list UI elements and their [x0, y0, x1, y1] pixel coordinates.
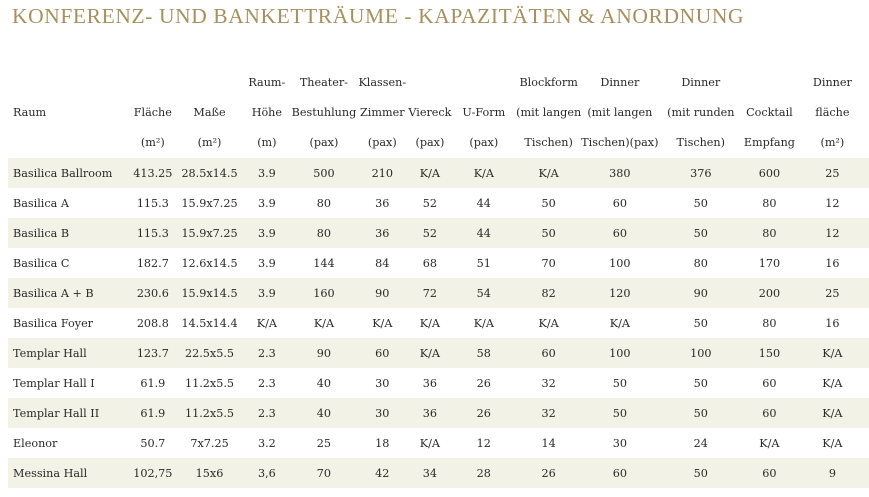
table-cell: 80 [743, 218, 796, 248]
table-row [8, 248, 869, 278]
column-header-line: U-Form [462, 106, 506, 119]
column-header [356, 68, 408, 158]
table-cell: K/A [242, 308, 292, 338]
table-cell: 15x6 [177, 458, 242, 488]
table-cell: 16 [796, 308, 869, 338]
column-header-line: Cocktail [746, 106, 793, 119]
table-cell: 52 [408, 218, 451, 248]
table-cell: 16 [796, 248, 869, 278]
table-cell: 60 [743, 398, 796, 428]
column-header [292, 68, 357, 158]
column-header-line: (m) [257, 136, 277, 149]
column-header-line: Zimmer [360, 106, 405, 119]
table-cell: K/A [796, 398, 869, 428]
column-header-line [177, 68, 242, 98]
column-header-line: (mit langen [587, 106, 653, 119]
column-header-line: Tischen) [676, 136, 725, 149]
table-cell: 32 [516, 398, 581, 428]
column-header-line: (mit langen [516, 106, 582, 119]
table-cell: 12 [796, 218, 869, 248]
table-cell: 90 [659, 278, 744, 308]
room-name-cell: Basilica Foyer [8, 308, 129, 338]
column-header-line: Klassen- [358, 76, 407, 89]
column-header-line: (m²) [140, 136, 165, 149]
table-cell: 60 [743, 368, 796, 398]
table-cell: 40 [292, 398, 357, 428]
table-cell: 170 [743, 248, 796, 278]
table-cell: 9 [796, 458, 869, 488]
column-header-line: Höhe [251, 106, 283, 119]
column-header-line: Tischen) [524, 136, 573, 149]
table-cell: 18 [356, 428, 408, 458]
column-header-line: Viereck [408, 106, 452, 119]
table-cell: 3.9 [242, 278, 292, 308]
table-cell: 50 [659, 398, 744, 428]
table-cell: 44 [451, 188, 516, 218]
column-header [242, 68, 292, 158]
column-header [796, 68, 869, 158]
column-header-line: (pax) [415, 136, 445, 149]
column-header [408, 68, 451, 158]
table-cell: 50 [659, 458, 744, 488]
table-cell: 2.3 [242, 338, 292, 368]
column-header-line: Fläche [133, 106, 172, 119]
table-cell: K/A [408, 158, 451, 188]
table-cell: 102,75 [129, 458, 177, 488]
table-cell: 100 [581, 248, 658, 278]
table-cell: 120 [581, 278, 658, 308]
column-header-line [13, 68, 129, 98]
column-header [451, 68, 516, 158]
table-cell: 25 [796, 158, 869, 188]
table-cell: 413.25 [129, 158, 177, 188]
table-cell: 72 [408, 278, 451, 308]
table-cell: K/A [581, 308, 658, 338]
table-cell: 25 [292, 428, 357, 458]
table-cell: 50 [659, 218, 744, 248]
table-row [8, 428, 869, 458]
table-cell: 36 [356, 188, 408, 218]
column-header-line: Dinner [681, 76, 721, 89]
table-row [8, 338, 869, 368]
table-cell: 80 [659, 248, 744, 278]
table-cell: 15.9x7.25 [177, 188, 242, 218]
table-cell: 380 [581, 158, 658, 188]
column-header-line: Raum- [248, 76, 286, 89]
column-header [743, 68, 796, 158]
table-cell: 28 [451, 458, 516, 488]
table-cell: 34 [408, 458, 451, 488]
page-title: KONFERENZ- UND BANKETTRÄUME - KAPAZITÄTEN & ANORDNUNG [12, 4, 745, 28]
table-cell: 11.2x5.5 [177, 398, 242, 428]
column-header-line: Theater- [299, 76, 349, 89]
column-header-line: (pax) [469, 136, 499, 149]
table-cell: 44 [451, 218, 516, 248]
table-cell: 15.9x14.5 [177, 278, 242, 308]
table-cell: 100 [581, 338, 658, 368]
column-header-line: Dinner [600, 76, 640, 89]
table-row [8, 398, 869, 428]
column-header [129, 68, 177, 158]
table-cell: K/A [516, 158, 581, 188]
table-cell: K/A [743, 428, 796, 458]
table-cell: 144 [292, 248, 357, 278]
table-cell: 40 [292, 368, 357, 398]
table-cell: 50 [659, 188, 744, 218]
column-header-line [408, 68, 451, 98]
table-cell: 58 [451, 338, 516, 368]
column-header-line [13, 128, 129, 158]
table-cell: 28.5x14.5 [177, 158, 242, 188]
column-header-line: Bestuhlung [291, 106, 357, 119]
table-cell: 50 [516, 218, 581, 248]
column-header [581, 68, 658, 158]
room-name-cell: Templar Hall II [8, 398, 129, 428]
table-cell: K/A [408, 308, 451, 338]
table-cell: 123.7 [129, 338, 177, 368]
table-cell: 80 [292, 188, 357, 218]
room-name-cell: Templar Hall I [8, 368, 129, 398]
column-header [177, 68, 242, 158]
table-row [8, 188, 869, 218]
table-cell: 90 [292, 338, 357, 368]
table-cell: 60 [581, 218, 658, 248]
table-header [8, 68, 869, 158]
column-header-line [743, 68, 796, 98]
table-cell: 80 [292, 218, 357, 248]
table-cell: 3.2 [242, 428, 292, 458]
table-cell: 7x7.25 [177, 428, 242, 458]
table-cell: 80 [743, 308, 796, 338]
table-cell: 52 [408, 188, 451, 218]
room-name-cell: Basilica A [8, 188, 129, 218]
table-cell: 61.9 [129, 368, 177, 398]
table-cell: 500 [292, 158, 357, 188]
room-name-cell: Templar Hall [8, 338, 129, 368]
column-header-line: (pax) [309, 136, 339, 149]
table-cell: 54 [451, 278, 516, 308]
table-cell: 15.9x7.25 [177, 218, 242, 248]
table-cell: 60 [356, 338, 408, 368]
table-cell: 50 [581, 368, 658, 398]
table-body [8, 158, 869, 488]
table-cell: 60 [516, 338, 581, 368]
table-cell: 12 [451, 428, 516, 458]
table-cell: 84 [356, 248, 408, 278]
column-header-line: (pax) [367, 136, 397, 149]
table-cell: 26 [451, 398, 516, 428]
capacity-table [8, 68, 869, 488]
column-header [659, 68, 744, 158]
table-cell: 60 [581, 458, 658, 488]
table-cell: 82 [516, 278, 581, 308]
table-cell: K/A [408, 338, 451, 368]
table-row [8, 308, 869, 338]
table-cell: 42 [356, 458, 408, 488]
table-cell: 182.7 [129, 248, 177, 278]
column-header-line [451, 68, 516, 98]
table-row [8, 458, 869, 488]
column-header-line: Empfang [743, 136, 795, 149]
column-header-line: (m²) [197, 136, 222, 149]
column-header [516, 68, 581, 158]
column-header-line: Raum [13, 106, 47, 119]
table-cell: 2.3 [242, 368, 292, 398]
column-header [8, 68, 129, 158]
table-cell: 14.5x14.4 [177, 308, 242, 338]
column-header-line: Maße [193, 106, 226, 119]
table-cell: 30 [356, 368, 408, 398]
table-cell: K/A [796, 338, 869, 368]
table-cell: 100 [659, 338, 744, 368]
table-cell: K/A [408, 428, 451, 458]
column-header-line: fläche [815, 106, 850, 119]
table-cell: K/A [796, 368, 869, 398]
table-cell: 30 [581, 428, 658, 458]
table-cell: 26 [451, 368, 516, 398]
table-cell: 90 [356, 278, 408, 308]
table-cell: 115.3 [129, 218, 177, 248]
table-cell: K/A [516, 308, 581, 338]
table-cell: 115.3 [129, 188, 177, 218]
table-cell: 150 [743, 338, 796, 368]
table-cell: 60 [743, 458, 796, 488]
table-cell: 3,6 [242, 458, 292, 488]
table-cell: 376 [659, 158, 744, 188]
room-name-cell: Basilica C [8, 248, 129, 278]
table-row [8, 218, 869, 248]
table-cell: 30 [356, 398, 408, 428]
table-cell: 70 [292, 458, 357, 488]
room-name-cell: Basilica B [8, 218, 129, 248]
table-cell: 36 [408, 368, 451, 398]
room-name-cell: Basilica A + B [8, 278, 129, 308]
table-cell: 36 [408, 398, 451, 428]
table-cell: 26 [516, 458, 581, 488]
table-cell: 50 [659, 368, 744, 398]
table-cell: 50 [581, 398, 658, 428]
table-cell: 24 [659, 428, 744, 458]
table-cell: 50 [659, 308, 744, 338]
room-name-cell: Basilica Ballroom [8, 158, 129, 188]
table-cell: 160 [292, 278, 357, 308]
table-cell: 11.2x5.5 [177, 368, 242, 398]
table-cell: 12.6x14.5 [177, 248, 242, 278]
table-row [8, 278, 869, 308]
column-header-line [129, 68, 177, 98]
column-header-line: (m²) [820, 136, 845, 149]
table-cell: 210 [356, 158, 408, 188]
table-cell: 3.9 [242, 218, 292, 248]
table-cell: 60 [581, 188, 658, 218]
table-cell: K/A [451, 158, 516, 188]
table-cell: K/A [292, 308, 357, 338]
table-cell: K/A [451, 308, 516, 338]
table-cell: K/A [796, 428, 869, 458]
column-header-line: Dinner [812, 76, 852, 89]
table-cell: 50.7 [129, 428, 177, 458]
table-cell: 2.3 [242, 398, 292, 428]
table-row [8, 158, 869, 188]
column-header-line: Tischen)(pax) [581, 136, 659, 149]
room-name-cell: Eleonor [8, 428, 129, 458]
table-cell: 25 [796, 278, 869, 308]
table-cell: 200 [743, 278, 796, 308]
table-cell: 208.8 [129, 308, 177, 338]
table-cell: 80 [743, 188, 796, 218]
table-cell: 36 [356, 218, 408, 248]
table-cell: 230.6 [129, 278, 177, 308]
table-cell: 3.9 [242, 188, 292, 218]
table-cell: 32 [516, 368, 581, 398]
column-header-line: (mit runden [667, 106, 735, 119]
table-cell: 12 [796, 188, 869, 218]
table-cell: 22.5x5.5 [177, 338, 242, 368]
table-cell: 68 [408, 248, 451, 278]
table-cell: K/A [356, 308, 408, 338]
table-row [8, 368, 869, 398]
table-cell: 70 [516, 248, 581, 278]
table-cell: 600 [743, 158, 796, 188]
column-header-line: Blockform [519, 76, 578, 89]
room-name-cell: Messina Hall [8, 458, 129, 488]
table-cell: 51 [451, 248, 516, 278]
table-cell: 61.9 [129, 398, 177, 428]
table-cell: 3.9 [242, 158, 292, 188]
table-cell: 14 [516, 428, 581, 458]
table-cell: 50 [516, 188, 581, 218]
table-cell: 3.9 [242, 248, 292, 278]
